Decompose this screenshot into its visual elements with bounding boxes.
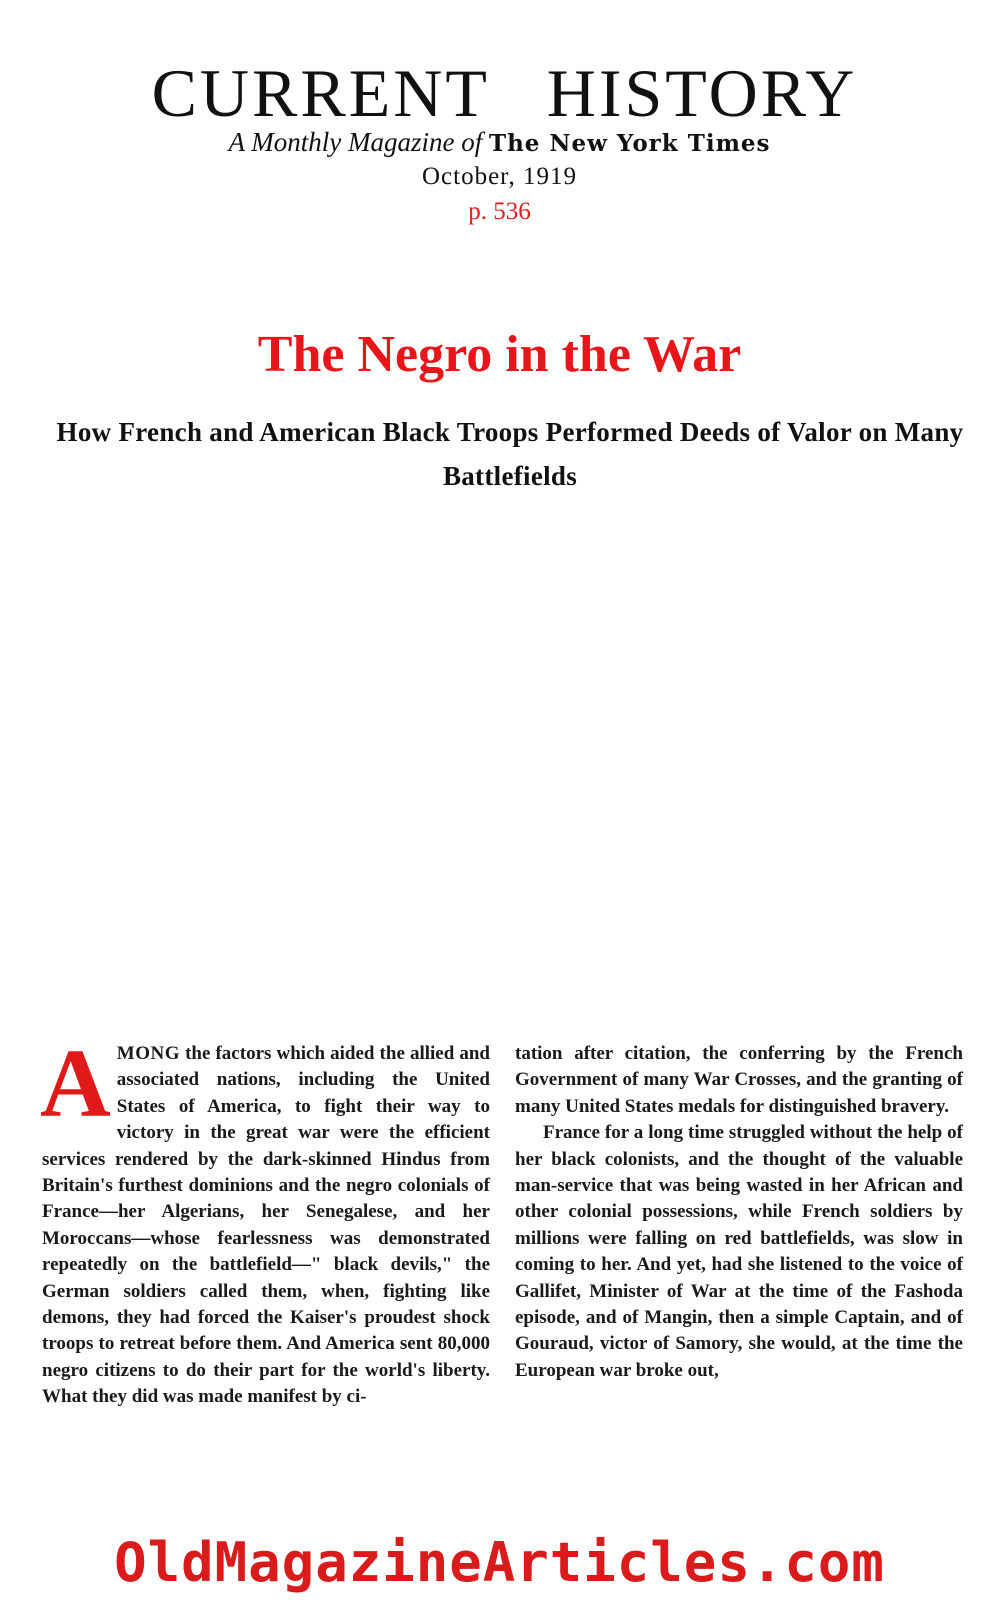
right-column-paragraph-1: tation after citation, the conferring by the French Government of many War Crosses, and the granting of many United States medals for distinguished bravery. <box>515 1043 963 1117</box>
masthead <box>0 55 999 229</box>
lead-word: MONG <box>116 1043 180 1064</box>
right-column-paragraph-2: France for a long time struggled without the help of her black colonists, and the thought of the valuable man-service that was being wasted in her African and other colonial possessions, while French soldiers by millions were falling on red battlefields, was slow in coming to her. And yet, had she listened to the voice of Gallifet, Minister of War at the time of the Fashoda episode, and of Mangin, then a simple Captain, and of Gouraud, victor of Samory, she would, at the time the European war broke out, <box>515 1122 963 1381</box>
article-headline: The Negro in the War <box>257 326 742 383</box>
magazine-subtitle <box>0 126 999 160</box>
article-column-right <box>515 1041 963 1384</box>
issue-date: October, 1919 <box>421 163 578 190</box>
subtitle-prefix: A Monthly Magazine of <box>228 127 483 157</box>
nyt-name: The New York Times <box>488 130 771 157</box>
magazine-title: CURRENT HISTORY <box>151 55 858 131</box>
left-column-text: the factors which aided the allied and associated nations, including the United States of America, to fight their way to victory in the great war were the efficient services rendered by the dark-skinned Hindus from Britain's furthest dominions and the negro colonials of France—her Algerians, her Senegalese, and her Moroccans—whose fearlessness was demonstrated repeatedly on the battlefield—" black devils," the German soldiers called them, when, fighting like demons, they had forced the Kaiser's proudest shock troops to retreat before them. And America sent 80,000 negro citizens to do their part for the world's liberty. What they did was made manifest by ci- <box>42 1043 490 1408</box>
article-column-left <box>40 1030 490 1411</box>
site-watermark: OldMagazineArticles.com <box>114 1531 885 1594</box>
article-subheadline: How French and American Black Troops Performed Deeds of Valor on Many Battlefields <box>56 417 964 491</box>
drop-cap: A <box>40 1030 111 1138</box>
page-number: p. 536 <box>468 198 531 225</box>
